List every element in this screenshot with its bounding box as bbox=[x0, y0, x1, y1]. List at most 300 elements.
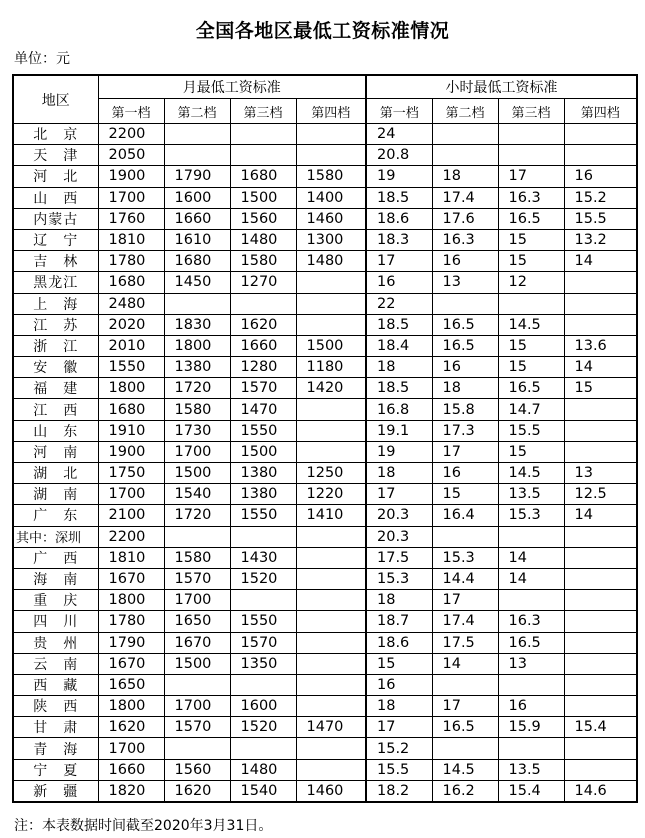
hourly-wage-cell: 12 bbox=[498, 272, 564, 293]
monthly-wage-cell: 1550 bbox=[230, 420, 296, 441]
hourly-wage-cell: 15.3 bbox=[432, 547, 498, 568]
region-cell: 内蒙古 bbox=[13, 208, 98, 229]
monthly-wage-cell: 1380 bbox=[230, 463, 296, 484]
hourly-wage-cell: 18 bbox=[432, 166, 498, 187]
monthly-wage-cell bbox=[296, 590, 366, 611]
region-cell: 吉 林 bbox=[13, 251, 98, 272]
hourly-wage-cell bbox=[564, 568, 637, 589]
hourly-wage-cell bbox=[564, 420, 637, 441]
hourly-wage-cell: 15 bbox=[498, 335, 564, 356]
hourly-wage-cell: 14 bbox=[432, 653, 498, 674]
monthly-wage-cell: 1660 bbox=[230, 335, 296, 356]
hourly-wage-cell: 15.3 bbox=[498, 505, 564, 526]
monthly-wage-cell: 2480 bbox=[98, 293, 164, 314]
hourly-wage-cell: 13 bbox=[564, 463, 637, 484]
region-cell: 江 苏 bbox=[13, 314, 98, 335]
monthly-wage-cell: 2200 bbox=[98, 124, 164, 145]
monthly-wage-cell: 1580 bbox=[296, 166, 366, 187]
monthly-wage-cell: 1550 bbox=[230, 505, 296, 526]
table-row bbox=[13, 611, 637, 632]
header-row-tiers bbox=[13, 99, 637, 124]
hourly-wage-cell: 14 bbox=[498, 547, 564, 568]
hourly-wage-cell: 13.5 bbox=[498, 759, 564, 780]
monthly-wage-cell: 1550 bbox=[98, 357, 164, 378]
hourly-wage-cell bbox=[432, 674, 498, 695]
hourly-wage-cell: 14 bbox=[564, 251, 637, 272]
hourly-wage-cell: 15.4 bbox=[564, 717, 637, 738]
hourly-wage-cell: 18 bbox=[366, 590, 432, 611]
monthly-wage-cell bbox=[164, 738, 230, 759]
monthly-wage-cell: 1700 bbox=[98, 738, 164, 759]
monthly-wage-cell: 1580 bbox=[164, 399, 230, 420]
hourly-wage-cell: 17 bbox=[432, 696, 498, 717]
monthly-wage-cell bbox=[296, 696, 366, 717]
monthly-wage-cell: 1670 bbox=[98, 653, 164, 674]
region-cell: 青 海 bbox=[13, 738, 98, 759]
table-row bbox=[13, 124, 637, 145]
hourly-wage-cell: 15 bbox=[432, 484, 498, 505]
monthly-wage-cell: 1670 bbox=[164, 632, 230, 653]
monthly-wage-cell: 1580 bbox=[164, 547, 230, 568]
region-cell: 广 西 bbox=[13, 547, 98, 568]
hourly-wage-cell: 15 bbox=[498, 357, 564, 378]
monthly-wage-cell: 1300 bbox=[296, 229, 366, 250]
hourly-wage-cell: 15 bbox=[498, 441, 564, 462]
hourly-wage-cell: 14.6 bbox=[564, 780, 637, 802]
region-cell: 四 川 bbox=[13, 611, 98, 632]
monthly-wage-cell bbox=[164, 293, 230, 314]
monthly-wage-cell: 1570 bbox=[164, 568, 230, 589]
monthly-wage-cell bbox=[296, 526, 366, 547]
region-cell: 江 西 bbox=[13, 399, 98, 420]
monthly-wage-cell: 1580 bbox=[230, 251, 296, 272]
monthly-wage-cell: 1910 bbox=[98, 420, 164, 441]
monthly-wage-cell: 1610 bbox=[164, 229, 230, 250]
monthly-wage-cell bbox=[164, 526, 230, 547]
hourly-wage-cell: 18 bbox=[432, 378, 498, 399]
hourly-wage-cell: 15.5 bbox=[498, 420, 564, 441]
hourly-wage-cell: 17.5 bbox=[432, 632, 498, 653]
table-row bbox=[13, 145, 637, 166]
monthly-wage-cell: 1470 bbox=[230, 399, 296, 420]
region-cell: 福 建 bbox=[13, 378, 98, 399]
monthly-wage-cell: 1520 bbox=[230, 568, 296, 589]
monthly-wage-cell bbox=[230, 293, 296, 314]
table-row bbox=[13, 187, 637, 208]
hourly-wage-cell: 15.9 bbox=[498, 717, 564, 738]
hourly-wage-cell: 17 bbox=[498, 166, 564, 187]
hourly-wage-cell bbox=[564, 272, 637, 293]
hourly-wage-cell: 17 bbox=[432, 590, 498, 611]
hourly-wage-cell: 18.5 bbox=[366, 378, 432, 399]
hourly-wage-cell bbox=[564, 547, 637, 568]
monthly-wage-cell: 1680 bbox=[230, 166, 296, 187]
hourly-wage-cell: 16.8 bbox=[366, 399, 432, 420]
hourly-wage-cell: 13.5 bbox=[498, 484, 564, 505]
region-cell: 北 京 bbox=[13, 124, 98, 145]
hourly-wage-cell bbox=[564, 759, 637, 780]
hourly-wage-cell: 17.4 bbox=[432, 611, 498, 632]
hourly-wage-cell bbox=[498, 738, 564, 759]
hourly-wage-cell bbox=[498, 145, 564, 166]
table-row bbox=[13, 632, 637, 653]
region-cell: 新 疆 bbox=[13, 780, 98, 802]
hourly-wage-cell bbox=[564, 293, 637, 314]
hourly-wage-cell bbox=[564, 738, 637, 759]
hourly-wage-cell bbox=[564, 314, 637, 335]
region-cell: 上 海 bbox=[13, 293, 98, 314]
monthly-wage-cell bbox=[296, 293, 366, 314]
monthly-wage-cell: 1480 bbox=[230, 229, 296, 250]
table-row bbox=[13, 208, 637, 229]
hourly-wage-cell bbox=[498, 293, 564, 314]
monthly-wage-cell: 1450 bbox=[164, 272, 230, 293]
region-cell: 广 东 bbox=[13, 505, 98, 526]
monthly-wage-cell bbox=[296, 653, 366, 674]
monthly-wage-cell: 1350 bbox=[230, 653, 296, 674]
monthly-wage-cell: 1410 bbox=[296, 505, 366, 526]
hourly-wage-cell: 19 bbox=[366, 441, 432, 462]
hourly-wage-cell: 18.5 bbox=[366, 187, 432, 208]
hourly-wage-cell: 15 bbox=[498, 251, 564, 272]
monthly-wage-cell: 1620 bbox=[230, 314, 296, 335]
hourly-wage-cell: 17 bbox=[366, 717, 432, 738]
region-cell: 安 徽 bbox=[13, 357, 98, 378]
monthly-wage-cell: 1540 bbox=[230, 780, 296, 802]
hourly-wage-cell: 16.3 bbox=[498, 187, 564, 208]
table-row bbox=[13, 547, 637, 568]
monthly-wage-cell bbox=[296, 611, 366, 632]
hourly-wage-cell bbox=[564, 674, 637, 695]
hourly-wage-cell: 17.4 bbox=[432, 187, 498, 208]
hourly-wage-cell: 16.5 bbox=[432, 717, 498, 738]
monthly-wage-cell: 1460 bbox=[296, 780, 366, 802]
hourly-wage-cell bbox=[564, 526, 637, 547]
header-hourly-tier: 第二档 bbox=[432, 99, 498, 124]
monthly-wage-cell: 1420 bbox=[296, 378, 366, 399]
hourly-wage-cell: 14.5 bbox=[498, 463, 564, 484]
monthly-wage-cell: 1480 bbox=[230, 759, 296, 780]
monthly-wage-cell bbox=[164, 145, 230, 166]
wage-table bbox=[12, 74, 638, 803]
hourly-wage-cell: 16.3 bbox=[432, 229, 498, 250]
monthly-wage-cell: 1800 bbox=[98, 696, 164, 717]
region-cell: 黑龙江 bbox=[13, 272, 98, 293]
hourly-wage-cell: 18 bbox=[366, 463, 432, 484]
monthly-wage-cell: 1700 bbox=[98, 484, 164, 505]
monthly-wage-cell: 1270 bbox=[230, 272, 296, 293]
region-cell: 陕 西 bbox=[13, 696, 98, 717]
hourly-wage-cell: 18.3 bbox=[366, 229, 432, 250]
monthly-wage-cell: 1500 bbox=[230, 187, 296, 208]
hourly-wage-cell: 14 bbox=[564, 357, 637, 378]
header-hourly-group: 小时最低工资标准 bbox=[366, 75, 637, 99]
header-hourly-tier: 第三档 bbox=[498, 99, 564, 124]
hourly-wage-cell: 15 bbox=[564, 378, 637, 399]
header-monthly-tier: 第二档 bbox=[164, 99, 230, 124]
hourly-wage-cell: 15 bbox=[498, 229, 564, 250]
monthly-wage-cell bbox=[296, 568, 366, 589]
monthly-wage-cell: 2050 bbox=[98, 145, 164, 166]
table-row bbox=[13, 441, 637, 462]
region-cell: 贵 州 bbox=[13, 632, 98, 653]
monthly-wage-cell: 1570 bbox=[230, 632, 296, 653]
region-cell: 海 南 bbox=[13, 568, 98, 589]
hourly-wage-cell: 13 bbox=[432, 272, 498, 293]
hourly-wage-cell: 13.2 bbox=[564, 229, 637, 250]
region-cell: 山 东 bbox=[13, 420, 98, 441]
table-row bbox=[13, 568, 637, 589]
monthly-wage-cell: 1670 bbox=[98, 568, 164, 589]
monthly-wage-cell: 1780 bbox=[98, 251, 164, 272]
monthly-wage-cell: 1280 bbox=[230, 357, 296, 378]
table-row bbox=[13, 272, 637, 293]
monthly-wage-cell: 1900 bbox=[98, 166, 164, 187]
monthly-wage-cell: 1400 bbox=[296, 187, 366, 208]
hourly-wage-cell: 16.2 bbox=[432, 780, 498, 802]
table-row bbox=[13, 463, 637, 484]
hourly-wage-cell bbox=[564, 611, 637, 632]
monthly-wage-cell: 1570 bbox=[164, 717, 230, 738]
hourly-wage-cell: 20.3 bbox=[366, 505, 432, 526]
hourly-wage-cell: 15 bbox=[366, 653, 432, 674]
hourly-wage-cell: 16.5 bbox=[498, 378, 564, 399]
monthly-wage-cell bbox=[230, 145, 296, 166]
monthly-wage-cell: 1180 bbox=[296, 357, 366, 378]
monthly-wage-cell: 2200 bbox=[98, 526, 164, 547]
hourly-wage-cell: 15.2 bbox=[366, 738, 432, 759]
unit-label: 单位：元 bbox=[14, 51, 70, 67]
region-cell: 河 北 bbox=[13, 166, 98, 187]
hourly-wage-cell: 17.3 bbox=[432, 420, 498, 441]
hourly-wage-cell bbox=[564, 590, 637, 611]
monthly-wage-cell: 1900 bbox=[98, 441, 164, 462]
hourly-wage-cell bbox=[564, 145, 637, 166]
monthly-wage-cell: 1600 bbox=[230, 696, 296, 717]
table-row bbox=[13, 505, 637, 526]
hourly-wage-cell bbox=[564, 653, 637, 674]
hourly-wage-cell bbox=[564, 696, 637, 717]
region-cell: 云 南 bbox=[13, 653, 98, 674]
header-monthly-group: 月最低工资标准 bbox=[98, 75, 366, 99]
hourly-wage-cell: 15.3 bbox=[366, 568, 432, 589]
monthly-wage-cell: 1790 bbox=[98, 632, 164, 653]
monthly-wage-cell bbox=[296, 738, 366, 759]
monthly-wage-cell: 1500 bbox=[230, 441, 296, 462]
hourly-wage-cell bbox=[432, 293, 498, 314]
monthly-wage-cell bbox=[296, 145, 366, 166]
monthly-wage-cell: 1560 bbox=[230, 208, 296, 229]
table-row bbox=[13, 357, 637, 378]
monthly-wage-cell: 1650 bbox=[98, 674, 164, 695]
hourly-wage-cell: 15.8 bbox=[432, 399, 498, 420]
hourly-wage-cell: 16.5 bbox=[498, 208, 564, 229]
hourly-wage-cell: 15.5 bbox=[366, 759, 432, 780]
monthly-wage-cell: 1560 bbox=[164, 759, 230, 780]
monthly-wage-cell bbox=[230, 738, 296, 759]
monthly-wage-cell: 2010 bbox=[98, 335, 164, 356]
monthly-wage-cell: 1430 bbox=[230, 547, 296, 568]
monthly-wage-cell: 1830 bbox=[164, 314, 230, 335]
table-row bbox=[13, 399, 637, 420]
hourly-wage-cell bbox=[564, 632, 637, 653]
monthly-wage-cell bbox=[164, 124, 230, 145]
hourly-wage-cell bbox=[432, 124, 498, 145]
monthly-wage-cell bbox=[296, 314, 366, 335]
hourly-wage-cell bbox=[564, 124, 637, 145]
monthly-wage-cell bbox=[230, 124, 296, 145]
monthly-wage-cell: 1380 bbox=[230, 484, 296, 505]
hourly-wage-cell: 16 bbox=[432, 251, 498, 272]
hourly-wage-cell bbox=[498, 590, 564, 611]
hourly-wage-cell: 16 bbox=[432, 463, 498, 484]
hourly-wage-cell: 14.4 bbox=[432, 568, 498, 589]
table-row bbox=[13, 696, 637, 717]
table-row bbox=[13, 166, 637, 187]
header-hourly-tier: 第一档 bbox=[366, 99, 432, 124]
monthly-wage-cell: 1780 bbox=[98, 611, 164, 632]
hourly-wage-cell bbox=[498, 674, 564, 695]
table-body bbox=[13, 124, 637, 803]
monthly-wage-cell: 1680 bbox=[98, 399, 164, 420]
table-row bbox=[13, 738, 637, 759]
hourly-wage-cell: 17.6 bbox=[432, 208, 498, 229]
hourly-wage-cell: 24 bbox=[366, 124, 432, 145]
monthly-wage-cell bbox=[164, 674, 230, 695]
monthly-wage-cell: 1620 bbox=[98, 717, 164, 738]
monthly-wage-cell: 1790 bbox=[164, 166, 230, 187]
monthly-wage-cell: 1550 bbox=[230, 611, 296, 632]
hourly-wage-cell: 13 bbox=[498, 653, 564, 674]
monthly-wage-cell bbox=[296, 399, 366, 420]
hourly-wage-cell: 20.8 bbox=[366, 145, 432, 166]
hourly-wage-cell: 16.3 bbox=[498, 611, 564, 632]
monthly-wage-cell: 1730 bbox=[164, 420, 230, 441]
page-title: 全国各地区最低工资标准情况 bbox=[195, 20, 450, 42]
monthly-wage-cell: 1570 bbox=[230, 378, 296, 399]
table-row bbox=[13, 590, 637, 611]
monthly-wage-cell bbox=[230, 526, 296, 547]
monthly-wage-cell: 1680 bbox=[98, 272, 164, 293]
monthly-wage-cell: 1470 bbox=[296, 717, 366, 738]
monthly-wage-cell bbox=[230, 674, 296, 695]
header-row-groups bbox=[13, 75, 637, 99]
hourly-wage-cell: 18.6 bbox=[366, 632, 432, 653]
monthly-wage-cell: 1520 bbox=[230, 717, 296, 738]
monthly-wage-cell bbox=[296, 759, 366, 780]
region-cell: 重 庆 bbox=[13, 590, 98, 611]
hourly-wage-cell: 16 bbox=[432, 357, 498, 378]
monthly-wage-cell: 1480 bbox=[296, 251, 366, 272]
hourly-wage-cell: 18.6 bbox=[366, 208, 432, 229]
monthly-wage-cell: 1820 bbox=[98, 780, 164, 802]
region-cell: 湖 南 bbox=[13, 484, 98, 505]
footnote: 注：本表数据时间截至2020年3月31日。 bbox=[14, 818, 273, 834]
monthly-wage-cell: 1760 bbox=[98, 208, 164, 229]
hourly-wage-cell bbox=[432, 738, 498, 759]
monthly-wage-cell bbox=[296, 272, 366, 293]
monthly-wage-cell: 1810 bbox=[98, 547, 164, 568]
table-row bbox=[13, 780, 637, 802]
table-row bbox=[13, 335, 637, 356]
table-row bbox=[13, 251, 637, 272]
region-cell: 山 西 bbox=[13, 187, 98, 208]
monthly-wage-cell: 2020 bbox=[98, 314, 164, 335]
hourly-wage-cell: 16.5 bbox=[432, 314, 498, 335]
hourly-wage-cell: 17 bbox=[432, 441, 498, 462]
monthly-wage-cell: 1700 bbox=[164, 441, 230, 462]
monthly-wage-cell: 2100 bbox=[98, 505, 164, 526]
header-hourly-tier: 第四档 bbox=[564, 99, 637, 124]
monthly-wage-cell: 1500 bbox=[164, 653, 230, 674]
hourly-wage-cell: 18.7 bbox=[366, 611, 432, 632]
monthly-wage-cell: 1540 bbox=[164, 484, 230, 505]
monthly-wage-cell bbox=[296, 420, 366, 441]
hourly-wage-cell: 14 bbox=[498, 568, 564, 589]
hourly-wage-cell: 19.1 bbox=[366, 420, 432, 441]
table-row bbox=[13, 229, 637, 250]
hourly-wage-cell: 15.2 bbox=[564, 187, 637, 208]
hourly-wage-cell: 16 bbox=[564, 166, 637, 187]
monthly-wage-cell bbox=[296, 632, 366, 653]
monthly-wage-cell: 1750 bbox=[98, 463, 164, 484]
monthly-wage-cell: 1500 bbox=[164, 463, 230, 484]
monthly-wage-cell: 1500 bbox=[296, 335, 366, 356]
monthly-wage-cell: 1380 bbox=[164, 357, 230, 378]
region-cell: 湖 北 bbox=[13, 463, 98, 484]
table-row bbox=[13, 717, 637, 738]
hourly-wage-cell: 14 bbox=[564, 505, 637, 526]
monthly-wage-cell bbox=[296, 124, 366, 145]
header-monthly-tier: 第三档 bbox=[230, 99, 296, 124]
monthly-wage-cell: 1700 bbox=[164, 696, 230, 717]
hourly-wage-cell bbox=[432, 145, 498, 166]
table-row bbox=[13, 293, 637, 314]
monthly-wage-cell: 1810 bbox=[98, 229, 164, 250]
region-cell: 甘 肃 bbox=[13, 717, 98, 738]
hourly-wage-cell: 16.4 bbox=[432, 505, 498, 526]
hourly-wage-cell: 16 bbox=[366, 272, 432, 293]
monthly-wage-cell: 1650 bbox=[164, 611, 230, 632]
hourly-wage-cell: 16.5 bbox=[498, 632, 564, 653]
hourly-wage-cell bbox=[432, 526, 498, 547]
region-cell: 其中：深圳 bbox=[13, 526, 98, 547]
table-row bbox=[13, 526, 637, 547]
table-row bbox=[13, 653, 637, 674]
monthly-wage-cell: 1460 bbox=[296, 208, 366, 229]
hourly-wage-cell: 17 bbox=[366, 484, 432, 505]
hourly-wage-cell: 18 bbox=[366, 357, 432, 378]
region-cell: 宁 夏 bbox=[13, 759, 98, 780]
hourly-wage-cell: 19 bbox=[366, 166, 432, 187]
region-cell: 天 津 bbox=[13, 145, 98, 166]
hourly-wage-cell: 15.5 bbox=[564, 208, 637, 229]
region-cell: 浙 江 bbox=[13, 335, 98, 356]
hourly-wage-cell: 17 bbox=[366, 251, 432, 272]
hourly-wage-cell: 16 bbox=[498, 696, 564, 717]
hourly-wage-cell: 16 bbox=[366, 674, 432, 695]
table-row bbox=[13, 314, 637, 335]
header-monthly-tier: 第一档 bbox=[98, 99, 164, 124]
hourly-wage-cell: 14.5 bbox=[498, 314, 564, 335]
table-row bbox=[13, 674, 637, 695]
monthly-wage-cell: 1620 bbox=[164, 780, 230, 802]
monthly-wage-cell: 1800 bbox=[164, 335, 230, 356]
table-row bbox=[13, 378, 637, 399]
hourly-wage-cell: 15.4 bbox=[498, 780, 564, 802]
hourly-wage-cell bbox=[498, 526, 564, 547]
monthly-wage-cell: 1700 bbox=[98, 187, 164, 208]
